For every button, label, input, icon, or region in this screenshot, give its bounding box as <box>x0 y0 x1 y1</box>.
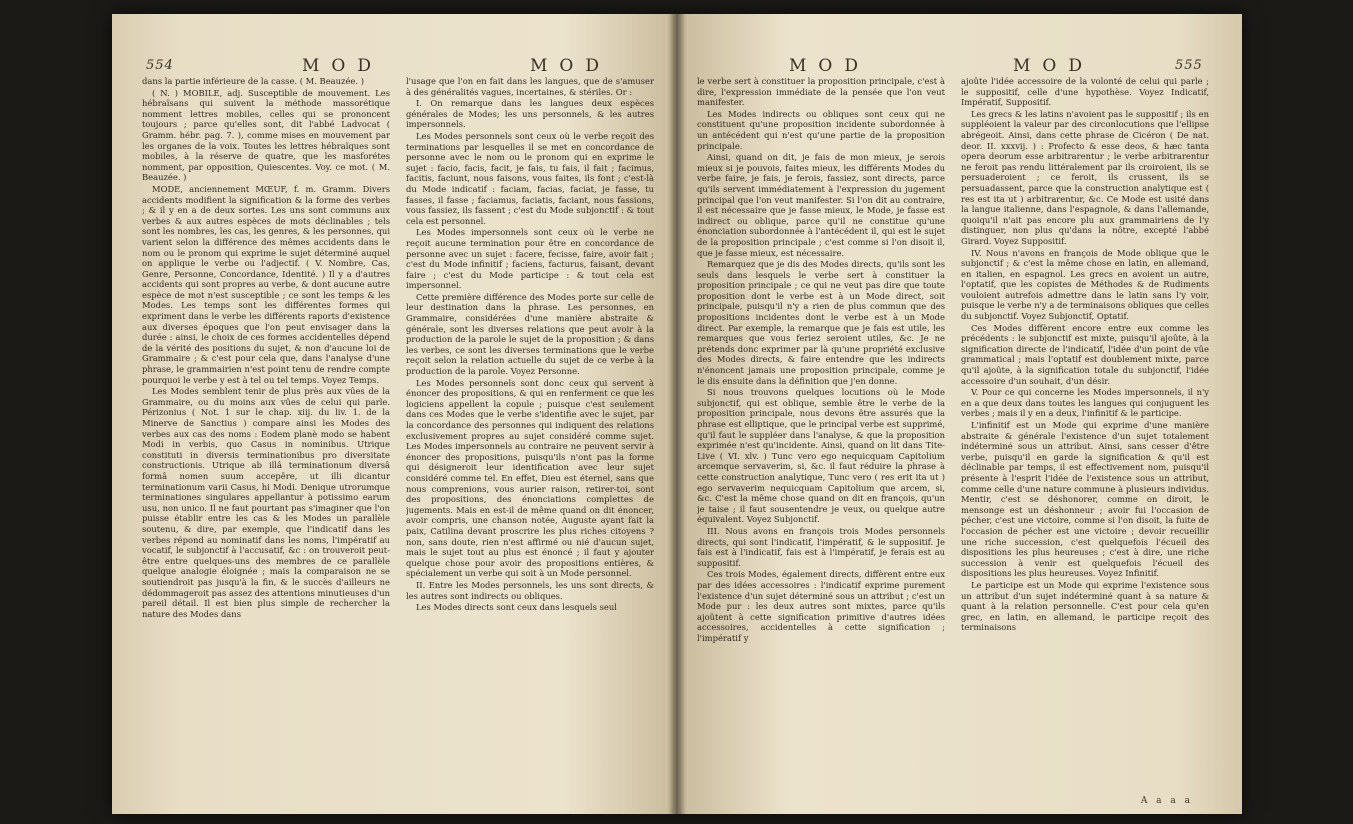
right-page-columns <box>697 76 1217 806</box>
paragraph: Les Modes impersonnels sont ceux où le verbe ne reçoit aucune termination pour être en concordance de personne avec un sujet : facere, fecisse, faire, avoir fait ; c'est du Mode infinitif ; faciens, facturus, faisant, devant faire ; c'est du Mode participe : & tout cela est impersonnel. <box>406 227 654 291</box>
paragraph: Si nous trouvons quelques locutions où le Mode subjonctif, qui est oblique, semble être le verbe de la proposition principale, nous devons être assurés que la phrase est elliptique, que le principal verbe est supprimé, qu'il faut le suppléer dans l'analyse, & que la proposition exprimée n'est qu'incidente. Ainsi, quand on lit dans Tite-Live ( VI. xlv. ) Tunc vero ego nequicquam Capitolium arcemque servaverim, si, &c. il faut réduire la phrase à cette construction analytique, Tunc vero ( res erit ita ut ) ego servaverim nequicquam Capitolium que arcem, si, &c. C'est la même chose quand on dit en françois, qu'un je taise ; il faut sousentendre je veux, ou quelque autre équivalent. Voyez Subjonctif. <box>697 387 945 525</box>
right-page <box>697 14 1217 814</box>
running-head: MOD <box>1013 56 1094 76</box>
paragraph: MODE, anciennement MŒUF, f. m. Gramm. Divers accidents modifient la signification & la forme des verbes ; & il y en a de deux sortes. Les uns sont communs aux verbes & aux autres espèces de mots déclinables ; tels sont les nombres, les cas, les genres, & les personnes, qui varient selon la différence des mêmes accidents dans le nom ou le pronom qui exprime le sujet déterminé auquel on applique le verbe ou l'adjectif. ( V. Nombre, Cas, Genre, Personne, Concordance, Identité. ) Il y a d'autres accidents qui sont propres au verbe, & dont aucune autre espèce de mot n'est susceptible ; ce sont les temps & les Modes. Les temps sont les différentes formes qui expriment dans le verbe les différents raports d'existence aux diverses époques que l'on peut envisager dans la durée : ainsi, le choix de ces formes accidentelles dépend de la vérité des positions du sujet, & non d'aucune loi de Grammaire ; & c'est pour cela que, dans l'analyse d'une phrase, le grammairien n'est point tenu de rendre compte pourquoi le verbe y est à tel ou tel temps. Voyez Temps. <box>142 183 390 385</box>
paragraph: ( N. ) MOBILE, adj. Susceptible de mouvement. Les hébraïsans qui suivent la méthode massorétique nomment lettres mobiles, celles qui se prononcent toujours ; parce qu'elles sont, dit l'abbé Ladvocat ( Gramm. hébr. pag. 7. ), comme mises en mouvement par les organes de la voix. Toutes les lettres hébraïques sont mobiles, à la réserve de quatre, que les masforétes nomment, par opposition, Quiescentes. Voy. ce mot. ( M. Beauzée. ) <box>142 87 390 183</box>
left-page-header <box>142 14 662 76</box>
paragraph: L'infinitif est un Mode qui exprime d'une manière abstraite & générale l'existence d'un sujet totalement indéterminé sous un attribut. Ainsi, sans cesser d'être verbe, puisqu'il en garde la signification & qu'il est déclinable par temps, il est effectivement nom, puisqu'il présente à l'esprit l'idée de l'existence sous un attribut, comme celle d'une nature commune à plusieurs individus. Mentir, c'est se déshonorer, comme on diroit, le mensonge est un déshonneur ; avoir fui l'occasion de pécher, c'est une victoire, comme si l'on disoit, la fuite de l'occasion de pécher est une victoire ; devoir recueillir une riche succession, c'est quelquefois l'écueil des dispositions les plus heureuses ; c'est à dire, une riche succession à venir est quelquefois l'écueil des dispositions les plus heureuses. Voyez Infinitif. <box>961 420 1209 579</box>
paragraph: Le participe est un Mode qui exprime l'existence sous un attribut d'un sujet indéterminé quant à sa nature & quant à la relation personnelle. C'est pour cela qu'en grec, en latin, en allemand, le participe reçoit des terminaisons <box>961 579 1209 633</box>
signature-mark: A a a a <box>1140 796 1193 806</box>
paragraph: II. Entre les Modes personnels, les uns sont directs, & les autres sont indirects ou obliques. <box>406 579 654 601</box>
paragraph: Les Modes semblent tenir de plus près aux vûes de la Grammaire, ou du moins aux vûes de celui qui parle. Périzonius ( Not. 1 sur le chap. xiij. du liv. 1. de la Minerve de Sanctius ) compare ainsi les Modes des verbes aux cas des noms : Eodem planè modo se habent Modi in verbis, quo Casus in nominibus. Utrique constituti in diversis terminationibus pro diversitate constructionis. Utrique ab illâ terminationum diversâ formâ nomen suum accepêre, ut illi dicantur terminationum varii Casus, hi Modi. Denique utrorumque terminationes singulares appellantur à potissimo earum usu, non unico. Il ne faut pourtant pas s'imaginer que l'on puisse établir entre les cas & les Modes un parallèle soutenu, & dire, par exemple, que l'indicatif dans les verbes répond au nominatif dans les noms, l'impératif au vocatif, le subjonctif à l'accusatif, &c : on trouveroit peut-être entre quelques-uns des membres de ce parallèle quelque analogie éloignée ; mais la comparaison ne se soutiendroit pas jusqu'à la fin, & le succès d'ailleurs ne dédommageroit pas assez des attentions minutieuses d'un pareil détail. Il est bien plus simple de rechercher la nature des Modes dans <box>142 386 390 619</box>
paragraph: V. Pour ce qui concerne les Modes impersonnels, il n'y en a que deux dans toutes les langues qui conjuguent les verbes ; mais il y en a deux, l'infinitif & le participe. <box>961 387 1209 419</box>
paragraph: Ces Modes diffèrent encore entre eux comme les précédents : le subjonctif est mixte, puisqu'il ajoûte, à la signification directe de l'indicatif, l'idée d'un point de vûe grammatical ; mais l'optatif est doublement mixte, parce qu'il ajoûte, à la signification totale du subjonctif, l'idée accessoire d'un souhait, d'un désir. <box>961 322 1209 386</box>
paragraph: I. On remarque dans les langues deux espèces générales de Modes; les uns personnels, & les autres impersonnels. <box>406 98 654 130</box>
running-head: MOD <box>789 56 870 76</box>
paragraph: Remarquez que je dis des Modes directs, qu'ils sont les seuls dans lesquels le verbe sert à constituer la proposition principale ; ce qui ne veut pas dire que toute proposition dont le verbe est à un Mode direct, soit principale, puisqu'il n'y a rien de plus commun que des propositions incidentes dont le verbe est à un Mode direct. Par exemple, la remarque que je fais est utile, les remarques que vous feriez seroient utiles, &c. Je ne prétends donc exprimer par là qu'une propriété exclusive des Modes directs, & faire entendre que les indirects n'énoncent jamais une proposition principale, comme je le dis ensuite dans la définition que j'en donne. <box>697 259 945 386</box>
paragraph: Les Modes indirects ou obliques sont ceux qui ne constituent qu'une proposition incidente subordonnée à un antécédent qui n'est qu'une partie de la proposition principale. <box>697 108 945 151</box>
paragraph: l'usage que l'on en fait dans les langues, que de s'amuser à des généralités vagues, incertaines, & stériles. Or : <box>406 76 654 97</box>
paragraph: Ainsi, quand on dit, je fais de mon mieux, je serois mieux si je pouvois, faites mieux, les différents Modes du verbe faire, je fais, je ferois, fassiez, sont directs, parce qu'ils servent immédiatement à l'expression du jugement principal que l'on veut manifester. Si l'on dit au contraire, il est nécessaire que je fasse mieux, le Mode, je fasse est indirect ou oblique, parce qu'il ne constitue qu'une énonciation subordonnée à l'antécédent il, qui est le sujet de la proposition principale ; c'est comme si l'on disoit il, que je fasse mieux, est nécessaire. <box>697 152 945 258</box>
paragraph: le verbe sert à constituer la proposition principale, c'est à dire, l'expression immédiate de la pensée que l'on veut manifester. <box>697 76 945 108</box>
page-number: 555 <box>1175 58 1203 73</box>
paragraph: ajoûte l'idée accessoire de la volonté de celui qui parle ; le suppositif, celle d'une hypothèse. Voyez Indicatif, Impératif, Suppositif. <box>961 76 1209 108</box>
text-column <box>406 76 654 806</box>
left-page <box>142 14 662 814</box>
paragraph: Cette première différence des Modes porte sur celle de leur destination dans la phrase. Les personnes, en Grammaire, considérées d'une manière abstraite & générale, sont les diverses relations que peut avoir à la production de la parole le sujet de la proposition ; & dans les verbes, ce sont les diverses terminations que le verbe reçoit selon la relation actuelle du sujet de ce verbe à la production de la parole. Voyez Personne. <box>406 291 654 377</box>
running-head: MOD <box>302 56 383 76</box>
right-page-header <box>697 14 1217 76</box>
text-column <box>961 76 1209 806</box>
paragraph: Les Modes personnels sont ceux où le verbe reçoit des terminations par lesquelles il se met en concordance de personne avec le nom ou le pronom qui en exprime le sujet : facio, facis, facit, je fais, tu fais, il fait ; facimus, facitis, faciunt, nous faisons, vous faites, ils font ; c'est-là du Mode indicatif : faciam, facias, faciat, je fasse, tu fasses, il fasse ; faciamus, faciatis, faciant, nous fassions, vous fassiez, ils fassent ; c'est du Mode subjonctif : & tout cela est personnel. <box>406 130 654 226</box>
text-column <box>697 76 945 806</box>
paragraph: Les Modes directs sont ceux dans lesquels seul <box>416 602 617 613</box>
left-page-columns <box>142 76 662 806</box>
book-spread <box>112 14 1242 814</box>
page-number: 554 <box>146 58 174 73</box>
paragraph: dans la partie inférieure de la casse. ( M. Beauzée. ) <box>142 76 364 86</box>
paragraph: Ces trois Modes, également directs, diffèrent entre eux par des idées accessoires : l'indicatif exprime purement l'existence d'un sujet déterminé sous un attribut ; c'est un Mode pur : les deux autres sont mixtes, parce qu'ils ajoûtent à cette signification primitive d'autres idées accessoires, accidentelles à cette signification ; l'impératif y <box>697 569 945 643</box>
text-column <box>142 76 390 806</box>
paragraph: Les grecs & les latins n'avoient pas le suppositif ; ils en suppléoient la valeur par des circonlocutions que l'ellipse abrégeoit. Ainsi, dans cette phrase de Cicéron ( De nat. deor. II. xxxvij. ) : Profecto & esse deos, & hæc tanta opera deorum esse arbitrarentur ; le verbe arbitrarentur ne feroit pas rendu littéralement par ils croiroient, ils se persuaderoient ; ce feroit, ils crussent, ils se persuadassent, parce que la construction analytique est ( res est ita ut ) arbitrarentur, &c. Ce Mode est usité dans la langue italienne, dans l'espagnole, & dans l'allemande, quoiqu'il n'ait pas encore plu aux grammairiens de l'y distinguer, non plus qu'dans la nôtre, excepté l'abbé Girard. Voyez Suppositif. <box>961 108 1209 246</box>
book-gutter <box>667 14 687 814</box>
running-head: MOD <box>530 56 611 76</box>
paragraph: Les Modes personnels sont donc ceux qui servent à énoncer des propositions, & qui en renferment ce que les logiciens appellent la copule ; puisque c'est seulement dans ces Modes que le verbe s'identifie avec le sujet, par la concordance des personnes qui indiquent des relations exclusivement propres au sujet considéré comme sujet. Les Modes impersonnels au contraire ne peuvent servir à énoncer des propositions, puisqu'ils n'ont pas la forme qui désigneroit leur identification avec leur sujet considéré comme tel. En effet, Dieu est éternel, sans que nous comprenions, vous aurier raison, retirer-toi, sont des propositions, des énonciations complettes de jugements. Mais en est-il de même quand on dit énoncer, avoir compris, une chanson notée, Auguste ayant fait la paix, Catilina devant proscrire les plus riches citoyens ? non, sans doute, rien n'est affirmé ou nié d'aucun sujet, mais le sujet tout au plus est énoncé ; il faut y ajouter quelque chose pour avoir des propositions entières, & spécialement un verbe qui soit à un Mode personnel. <box>406 377 654 579</box>
paragraph: III. Nous avons en françois trois Modes personnels directs, qui sont l'indicatif, l'impératif, & le suppositif. Je fais est à l'indicatif, fais est à l'impératif, je ferais est au suppositif. <box>697 525 945 568</box>
paragraph: IV. Nous n'avons en françois de Mode oblique que le subjonctif ; & c'est la même chose en latin, en allemand, en italien, en espagnol. Les grecs en avoient un autre, l'optatif, que les copistes de Méthodes & de Rudiments vouloient autrefois admettre dans le latin sans l'y voir, puisque le verbe n'y a de terminaisons obliques que celles du subjonctif. Voyez Subjonctif, Optatif. <box>961 247 1209 322</box>
